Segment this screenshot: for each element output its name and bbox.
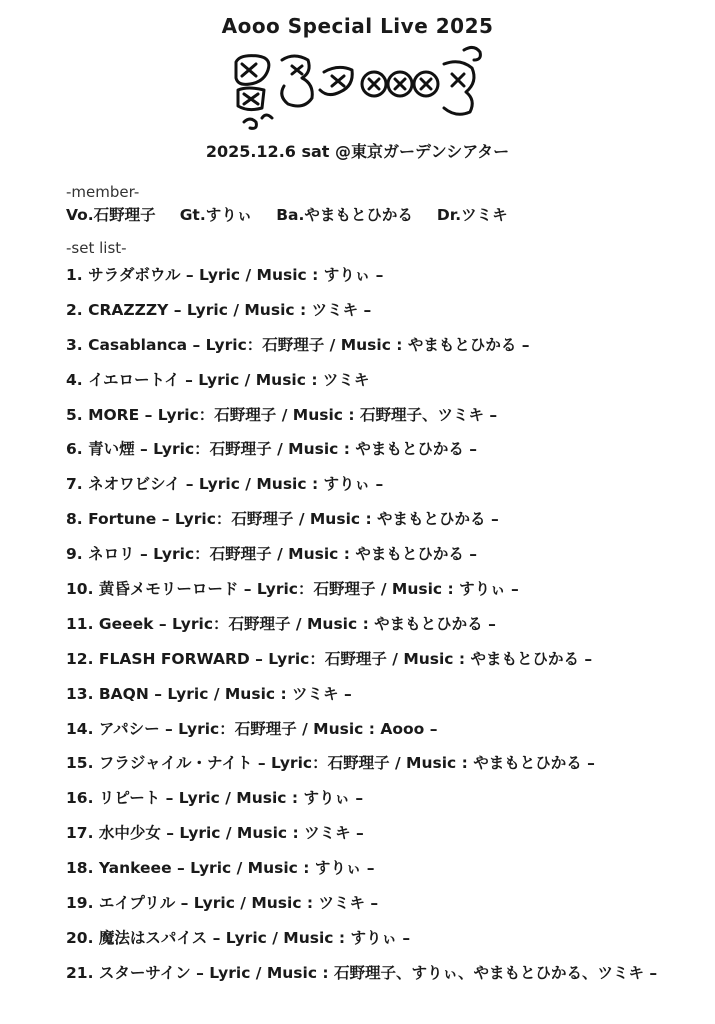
setlist-item: 2. CRAZZZY – Lyric / Music : ツミキ – bbox=[66, 300, 372, 319]
setlist-item: 5. MORE – Lyric：石野理子 / Music : 石野理子、ツミキ – bbox=[66, 405, 498, 424]
member-section-label: -member- bbox=[66, 183, 140, 201]
live-title-logo bbox=[228, 42, 492, 134]
member-guitar: Gt.すりぃ bbox=[179, 206, 253, 224]
setlist-item: 15. フラジャイル・ナイト – Lyric：石野理子 / Music : やまもとひかる – bbox=[66, 754, 595, 773]
member-vocal: Vo.石野理子 bbox=[66, 206, 156, 224]
setlist-item: 21. スターサイン – Lyric / Music : 石野理子、すりぃ、やまもとひかる、ツミキ – bbox=[66, 963, 658, 982]
setlist-item: 12. FLASH FORWARD – Lyric：石野理子 / Music : やまもとひかる – bbox=[66, 649, 593, 668]
setlist-item: 9. ネロリ – Lyric：石野理子 / Music : やまもとひかる – bbox=[66, 545, 477, 564]
setlist-item: 13. BAQN – Lyric / Music : ツミキ – bbox=[66, 684, 352, 703]
setlist-item: 20. 魔法はスパイス – Lyric / Music : すりぃ – bbox=[66, 928, 411, 947]
setlist-item: 17. 水中少女 – Lyric / Music : ツミキ – bbox=[66, 824, 364, 843]
setlist-item: 18. Yankeee – Lyric / Music : すりぃ – bbox=[66, 859, 375, 878]
setlist-item: 19. エイプリル – Lyric / Music : ツミキ – bbox=[66, 894, 379, 913]
setlist-item: 4. イエロートイ – Lyric / Music : ツミキ bbox=[66, 370, 370, 389]
setlist-section-label: -set list- bbox=[66, 239, 127, 257]
setlist-item: 10. 黄昏メモリーロード – Lyric：石野理子 / Music : すりぃ – bbox=[66, 580, 519, 599]
date-venue: 2025.12.6 sat @東京ガーデンシアター bbox=[205, 142, 510, 161]
content bbox=[66, 182, 706, 991]
setlist bbox=[66, 258, 706, 991]
member-bass: Ba.やまもとひかる bbox=[276, 206, 413, 224]
member-list bbox=[66, 202, 706, 228]
header bbox=[0, 0, 715, 170]
setlist-item: 7. ネオワビシイ – Lyric / Music : すりぃ – bbox=[66, 475, 384, 494]
setlist-item: 3. Casablanca – Lyric：石野理子 / Music : やまもとひかる – bbox=[66, 335, 530, 354]
event-title: Aooo Special Live 2025 bbox=[221, 14, 494, 38]
setlist-item: 16. リピート – Lyric / Music : すりぃ – bbox=[66, 789, 364, 808]
setlist-item: 11. Geeek – Lyric：石野理子 / Music : やまもとひかる – bbox=[66, 614, 496, 633]
member-drums: Dr.ツミキ bbox=[436, 206, 508, 224]
setlist-item: 8. Fortune – Lyric：石野理子 / Music : やまもとひかる – bbox=[66, 510, 499, 529]
setlist-item: 14. アパシー – Lyric：石野理子 / Music : Aooo – bbox=[66, 719, 438, 738]
setlist-item: 1. サラダボウル – Lyric / Music : すりぃ – bbox=[66, 266, 384, 284]
setlist-item: 6. 青い煙 – Lyric：石野理子 / Music : やまもとひかる – bbox=[66, 440, 477, 459]
